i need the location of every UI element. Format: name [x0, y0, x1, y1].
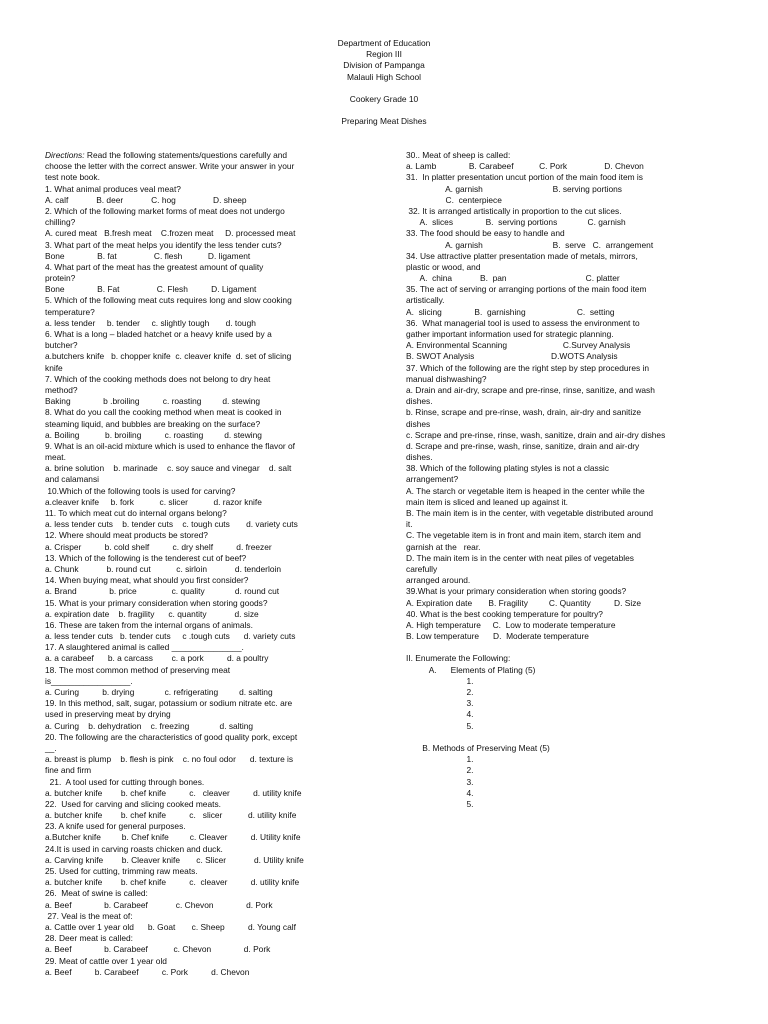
text-line: 27. Veal is the meat of:	[45, 910, 133, 921]
directions-line	[45, 150, 365, 161]
text-line: arranged around.	[406, 575, 471, 586]
text-line: 3. What part of the meat helps you identify the less tender cuts?	[45, 239, 282, 250]
text-line: 12. Where should meat products be stored?	[45, 530, 208, 541]
text-line: A. garnish B. serve C. arrangement	[406, 239, 654, 250]
text-line: a. butcher knife b. chef knife c. cleaver d. utility knife	[45, 877, 300, 888]
left-question-lines	[45, 161, 365, 978]
text-line: A. Expiration date B. Fragility C. Quantity D. Size	[406, 597, 642, 608]
text-line: test note book.	[45, 172, 100, 183]
text-line: 36. What managerial tool is used to assess the environment to	[406, 317, 640, 328]
text-line: 24.It is used in carving roasts chicken and duck.	[45, 843, 223, 854]
text-line: B. SWOT Analysis D.WOTS Analysis	[406, 351, 618, 362]
text-line: 14. When buying meat, what should you first consider?	[45, 575, 249, 586]
text-line: is_________________.	[45, 675, 133, 686]
text-line: a. Drain and air-dry, scrape and pre-rinse, rinse, sanitize, and wash	[406, 384, 655, 395]
text-line: carefully	[406, 563, 438, 574]
text-line: 21. A tool used for cutting through bones.	[45, 776, 205, 787]
text-line: a. brine solution b. marinade c. soy sauce and vinegar d. salt	[45, 463, 292, 474]
text-line: arrangement?	[406, 474, 459, 485]
spacer	[0, 83, 768, 94]
text-line: plastic or wood, and	[406, 261, 481, 272]
text-line: protein?	[45, 273, 76, 284]
text-line: 1.	[406, 754, 474, 765]
text-line: C. centerpiece	[406, 194, 502, 205]
school-name: Malauli High School	[346, 71, 422, 82]
directions-label: Directions:	[45, 150, 85, 160]
text-line: 40. What is the best cooking temperature for poultry?	[406, 608, 603, 619]
region-title: Region III	[366, 49, 402, 60]
left-column	[45, 150, 365, 978]
text-line: it.	[406, 519, 413, 530]
text-line: A. Elements of Plating (5)	[406, 664, 536, 675]
division-title: Division of Pampanga	[343, 60, 425, 71]
text-line: used in preserving meat by drying	[45, 709, 171, 720]
text-line: 15. What is your primary consideration when storing goods?	[45, 597, 268, 608]
text-line: dishes.	[406, 396, 433, 407]
text-line: 2.	[406, 687, 474, 697]
text-line: steaming liquid, and bubbles are breaking on the surface?	[45, 418, 261, 429]
text-line: knife	[45, 362, 63, 373]
text-line: garnish at the rear.	[406, 541, 481, 552]
text-line: a. butcher knife b. chef knife c. cleaver d. utility knife	[45, 787, 302, 798]
text-line: 3.	[406, 698, 474, 709]
text-line: 5.	[406, 720, 474, 731]
text-line: 29. Meat of cattle over 1 year old	[45, 955, 167, 966]
directions-text: Read the following statements/questions carefully and	[84, 150, 288, 160]
text-line: A. slices B. serving portions C. garnish	[406, 217, 626, 228]
text-line: 35. The act of serving or arranging portions of the main food item	[406, 284, 647, 295]
text-line: 25. Used for cutting, trimming raw meats.	[45, 866, 198, 876]
text-line: gather important information used for strategic planning.	[406, 329, 614, 339]
text-line: meat.	[45, 452, 66, 463]
text-line: a. Lamb B. Carabeef C. Pork D. Chevon	[406, 161, 644, 172]
text-line: 16. These are taken from the internal organs of animals.	[45, 619, 253, 630]
text-line: fine and firm	[45, 765, 92, 776]
text-line: 5.	[406, 798, 474, 809]
text-line: b. Rinse, scrape and pre-rinse, wash, drain, air-dry and sanitize	[406, 407, 642, 418]
text-line: 20. The following are the characteristics of good quality pork, except	[45, 731, 298, 742]
text-line: A. cured meat B.fresh meat C.frozen meat D. processed meat	[45, 228, 296, 239]
text-line: 39.What is your primary consideration when storing goods?	[406, 586, 627, 597]
text-line: a. Crisper b. cold shelf c. dry shelf d. freezer	[45, 541, 272, 552]
text-line: a. Beef b. Carabeef c. Chevon d. Pork	[45, 944, 271, 955]
text-line: a. Chunk b. round cut c. sirloin d. tenderloin	[45, 563, 282, 574]
text-line: main item is sliced and leaned up against it.	[406, 496, 569, 507]
text-line: d. Scrape and pre-rinse, wash, rinse, sanitize, drain and air-dry	[406, 440, 640, 451]
text-line: A. garnish B. serving portions	[406, 183, 622, 194]
text-line: and calamansi	[45, 474, 100, 485]
text-line: 13. Which of the following is the tenderest cut of beef?	[45, 552, 247, 563]
text-line: 34. Use attractive platter presentation made of metals, mirrors,	[406, 250, 638, 261]
text-line: a. expiration date b. fragility c. quantity d. size	[45, 608, 259, 619]
text-line: temperature?	[45, 306, 95, 317]
text-line: C. The vegetable item is in front and main item, starch item and	[406, 530, 641, 541]
text-line: B. The main item is in the center, with vegetable distributed around	[406, 508, 654, 518]
text-line: a. less tender b. tender c. slightly tough d. tough	[45, 317, 256, 328]
text-line: a. butcher knife b. chef knife c. slicer d. utility knife	[45, 810, 297, 821]
text-line: B. Low temperature D. Moderate temperature	[406, 631, 589, 642]
text-line: 1. What animal produces veal meat?	[45, 183, 181, 194]
text-line: a. Beef b. Carabeef c. Chevon d. Pork	[45, 899, 273, 910]
text-line: 37. Which of the following are the right step by step procedures in	[406, 362, 650, 373]
text-line: A. High temperature C. Low to moderate temperature	[406, 619, 616, 630]
text-line: manual dishwashing?	[406, 373, 487, 384]
text-line: a. Boiling b. broiling c. roasting d. stewing	[45, 429, 262, 440]
text-line: a. Cattle over 1 year old b. Goat c. Sheep d. Young calf	[45, 921, 296, 932]
text-line: 10.Which of the following tools is used for carving?	[45, 485, 236, 496]
text-line: 32. It is arranged artistically in proportion to the cut slices.	[406, 205, 622, 216]
text-line: II. Enumerate the Following:	[406, 653, 511, 664]
text-line: 22. Used for carving and slicing cooked meats.	[45, 798, 221, 809]
text-line: Bone B. Fat C. Flesh D. Ligament	[45, 284, 257, 295]
text-line: B. Methods of Preserving Meat (5)	[406, 742, 550, 753]
subject-title: Cookery Grade 10	[349, 93, 419, 104]
text-line: 4. What part of the meat has the greatest amount of quality	[45, 261, 264, 272]
department-title: Department of Education	[337, 38, 431, 48]
text-line: choose the letter with the correct answer. Write your answer in your	[45, 161, 295, 172]
text-line: 28. Deer meat is called:	[45, 933, 133, 944]
text-line: 8. What do you call the cooking method when meat is cooked in	[45, 407, 282, 418]
text-line: a. Curing b. drying c. refrigerating d. salting	[45, 687, 273, 697]
text-line: 31. In platter presentation uncut portion of the main food item is	[406, 172, 643, 183]
text-line: A. slicing B. garnishing C. setting	[406, 306, 615, 317]
text-line: dishes.	[406, 452, 433, 463]
text-line: __.	[45, 742, 57, 753]
text-line: a. less tender cuts b. tender cuts c. tough cuts d. variety cuts	[45, 519, 298, 530]
text-line: 2.	[406, 765, 474, 776]
text-line: A. calf B. deer C. hog D. sheep	[45, 194, 247, 205]
text-line: A. china B. pan C. platter	[406, 273, 620, 284]
text-line: 6. What is a long – bladed hatchet or a heavy knife used by a	[45, 329, 272, 339]
text-line: 17. A slaughtered animal is called _______________.	[45, 642, 244, 653]
text-line: method?	[45, 384, 78, 395]
text-line: a. a carabeef b. a carcass c. a pork d. a poultry	[45, 653, 269, 664]
text-line: 4.	[406, 709, 474, 720]
text-line: a. Carving knife b. Cleaver knife c. Slicer d. Utility knife	[45, 854, 304, 865]
text-line: a.Butcher knife b. Chef knife c. Cleaver d. Utility knife	[45, 832, 301, 843]
text-line: 19. In this method, salt, sugar, potassium or sodium nitrate etc. are	[45, 698, 293, 709]
text-line: a. breast is plump b. flesh is pink c. no foul odor d. texture is	[45, 754, 294, 765]
text-line: artistically.	[406, 295, 445, 306]
text-line: D. The main item is in the center with neat piles of vegetables	[406, 552, 634, 563]
text-line: Baking b .broiling c. roasting d. stewing	[45, 396, 261, 407]
text-line: 23. A knife used for general purposes.	[45, 821, 186, 832]
text-line: Bone B. fat C. flesh D. ligament	[45, 250, 251, 261]
text-line: a.cleaver knife b. fork c. slicer d. razor knife	[45, 496, 262, 507]
text-line: chilling?	[45, 217, 76, 228]
text-line: 7. Which of the cooking methods does not belong to dry heat	[45, 373, 271, 384]
text-line: 2. Which of the following market forms of meat does not undergo	[45, 205, 285, 216]
text-line: 26. Meat of swine is called:	[45, 888, 148, 899]
text-line: 1.	[406, 675, 474, 686]
text-line: a. Beef b. Carabeef c. Pork d. Chevon	[45, 966, 250, 977]
text-line: A. The starch or vegetable item is heaped in the center while the	[406, 485, 645, 496]
text-line: 38. Which of the following plating styles is not a classic	[406, 463, 609, 474]
document-header	[0, 38, 768, 128]
spacer	[0, 105, 768, 116]
text-line: butcher?	[45, 340, 78, 351]
text-line	[406, 732, 728, 743]
text-line: 11. To which meat cut do internal organs belong?	[45, 508, 227, 518]
right-column	[406, 150, 728, 810]
text-line: 30.. Meat of sheep is called:	[406, 150, 511, 160]
text-line	[406, 642, 728, 653]
text-line: 9. What is an oil-acid mixture which is used to enhance the flavor of	[45, 440, 295, 451]
text-line: dishes	[406, 418, 431, 429]
text-line: c. Scrape and pre-rinse, rinse, wash, sanitize, drain and air-dry dishes	[406, 429, 666, 440]
text-line: a. less tender cuts b. tender cuts c .tough cuts d. variety cuts	[45, 631, 296, 642]
text-line: a. Curing b. dehydration c. freezing d. salting	[45, 720, 254, 731]
text-line: A. Environmental Scanning C.Survey Analysis	[406, 340, 631, 351]
text-line: 18. The most common method of preserving meat	[45, 664, 231, 675]
text-line: 4.	[406, 787, 474, 798]
text-line: a. Brand b. price c. quality d. round cut	[45, 586, 280, 597]
right-question-lines	[406, 150, 728, 810]
text-line: 5. Which of the following meat cuts requires long and slow cooking	[45, 295, 292, 306]
text-line: 33. The food should be easy to handle and	[406, 228, 565, 239]
topic-title: Preparing Meat Dishes	[341, 116, 427, 127]
text-line: 3.	[406, 776, 474, 787]
text-line: a.butchers knife b. chopper knife c. cleaver knife d. set of slicing	[45, 351, 292, 362]
